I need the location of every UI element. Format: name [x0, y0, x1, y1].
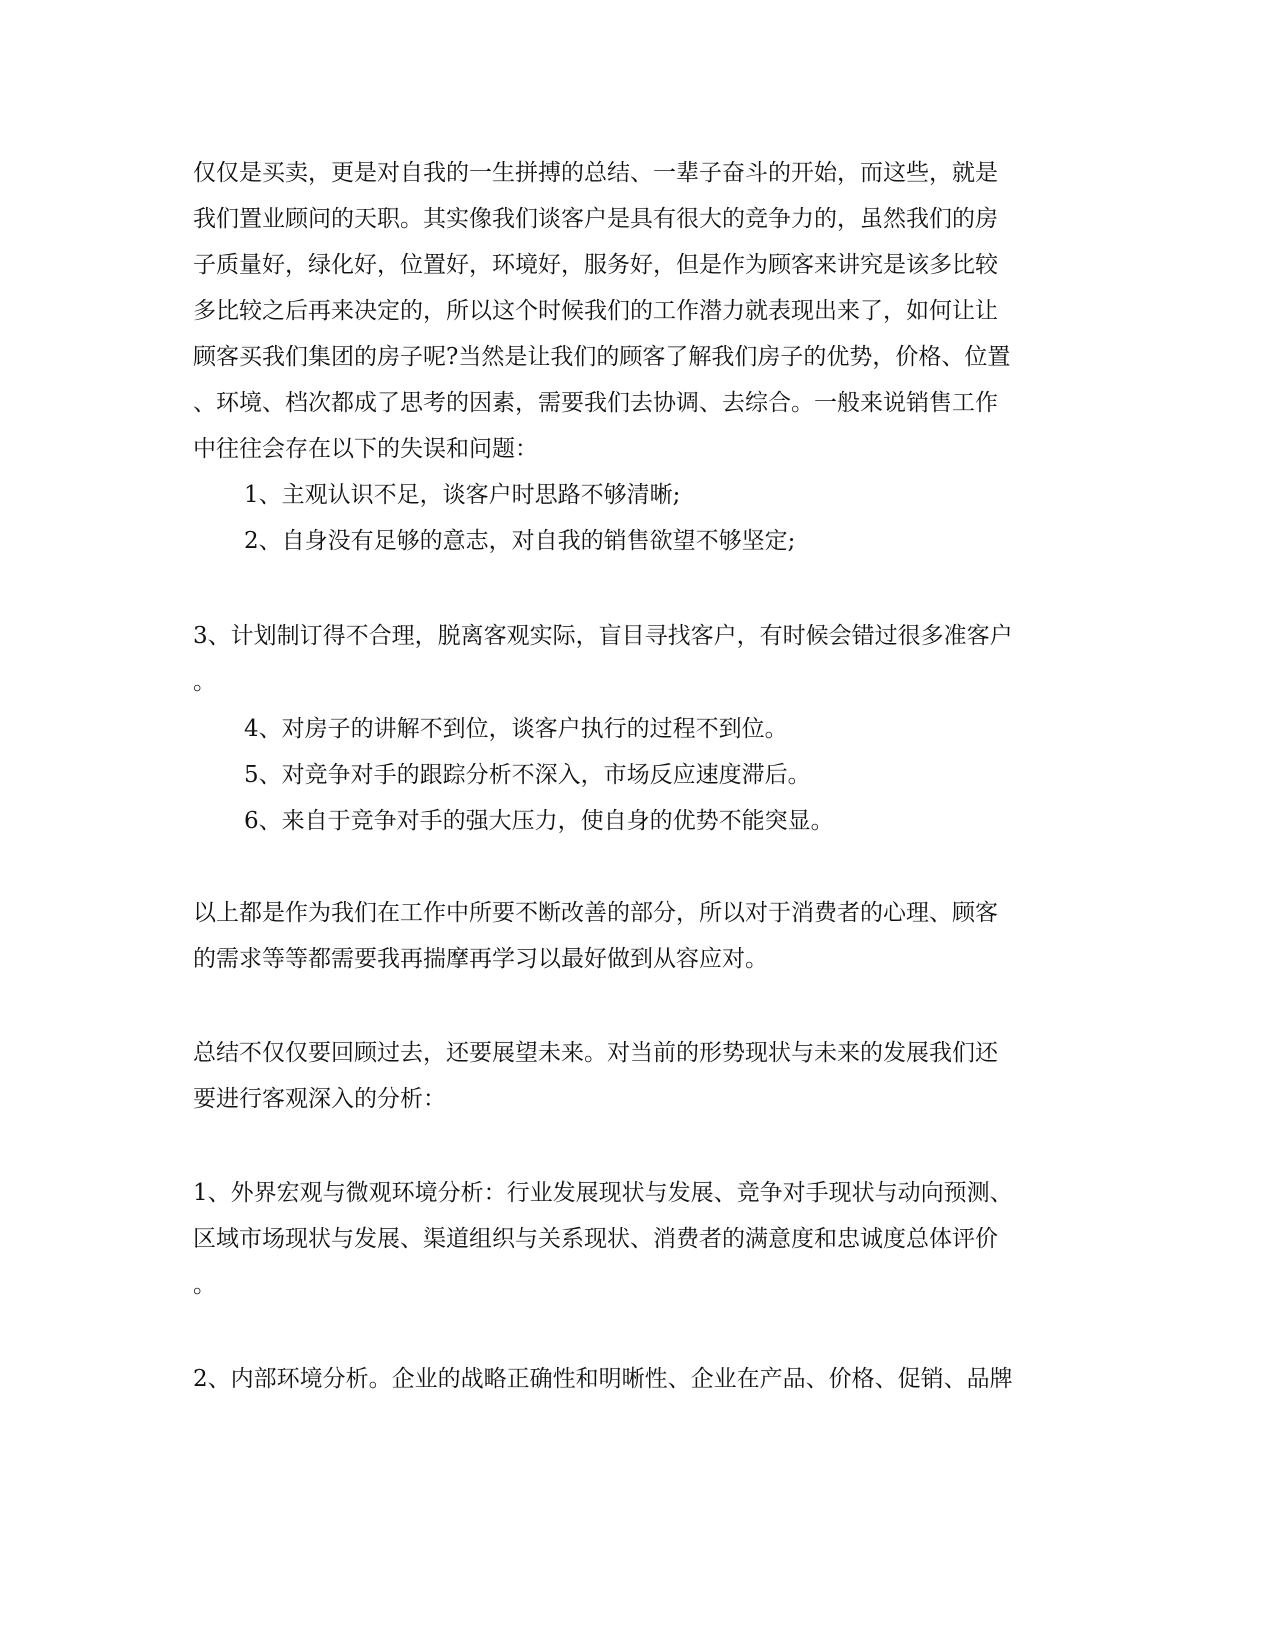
- text-line: 总结不仅仅要回顾过去，还要展望未来。对当前的形势现状与未来的发展我们还: [193, 1040, 998, 1066]
- text-line: 我们置业顾问的天职。其实像我们谈客户是具有很大的竞争力的，虽然我们的房: [193, 206, 998, 232]
- list-item: 2、自身没有足够的意志，对自我的销售欲望不够坚定;: [244, 528, 796, 554]
- list-item: 5、对竞争对手的跟踪分析不深入，市场反应速度滞后。: [244, 762, 811, 788]
- text-line: 多比较之后再来决定的，所以这个时候我们的工作潜力就表现出来了，如何让让: [193, 298, 998, 324]
- problem-list-part1: [193, 472, 1093, 564]
- text-line: 顾客买我们集团的房子呢?当然是让我们的顾客了解我们房子的优势，价格、位置: [193, 344, 1011, 370]
- text-line: 仅仅是买卖，更是对自我的一生拼搏的总结、一辈子奋斗的开始，而这些，就是: [193, 160, 998, 186]
- text-line: 。: [193, 1272, 216, 1298]
- text-line: 1、外界宏观与微观环境分析：行业发展现状与发展、竞争对手现状与动向预测、: [193, 1180, 1013, 1206]
- text-line: 2、内部环境分析。企业的战略正确性和明晰性、企业在产品、价格、促销、品牌: [193, 1366, 1013, 1392]
- list-item: 3、计划制订得不合理，脱离客观实际，盲目寻找客户，有时候会错过很多准客户: [193, 623, 1013, 649]
- list-item: 6、来自于竞争对手的强大压力，使自身的优势不能突显。: [244, 808, 834, 834]
- text-line: 的需求等等都需要我再揣摩再学习以最好做到从容应对。: [193, 946, 768, 972]
- problem-item-3: [193, 613, 1093, 705]
- list-item: 1、主观认识不足，谈客户时思路不够清晰;: [244, 482, 681, 508]
- paragraph-outlook: [193, 1030, 1093, 1122]
- paragraph-improvement: [193, 890, 1093, 982]
- analysis-item-1: [193, 1170, 1093, 1308]
- list-item: 4、对房子的讲解不到位，谈客户执行的过程不到位。: [244, 716, 788, 742]
- paragraph-intro: [193, 150, 1093, 472]
- analysis-item-2: [193, 1356, 1093, 1402]
- text-line: 要进行客观深入的分析：: [193, 1086, 446, 1112]
- text-line: 以上都是作为我们在工作中所要不断改善的部分，所以对于消费者的心理、顾客: [193, 900, 998, 926]
- text-line: 、环境、档次都成了思考的因素，需要我们去协调、去综合。一般来说销售工作: [193, 390, 998, 416]
- text-line: 区域市场现状与发展、渠道组织与关系现状、消费者的满意度和忠诚度总体评价: [193, 1226, 998, 1252]
- problem-list-part2: [193, 706, 1093, 844]
- text-line: 中往往会存在以下的失误和问题：: [193, 436, 538, 462]
- text-line: 子质量好，绿化好，位置好，环境好，服务好，但是作为顾客来讲究是该多比较: [193, 252, 998, 278]
- list-item-continuation: 。: [193, 669, 216, 695]
